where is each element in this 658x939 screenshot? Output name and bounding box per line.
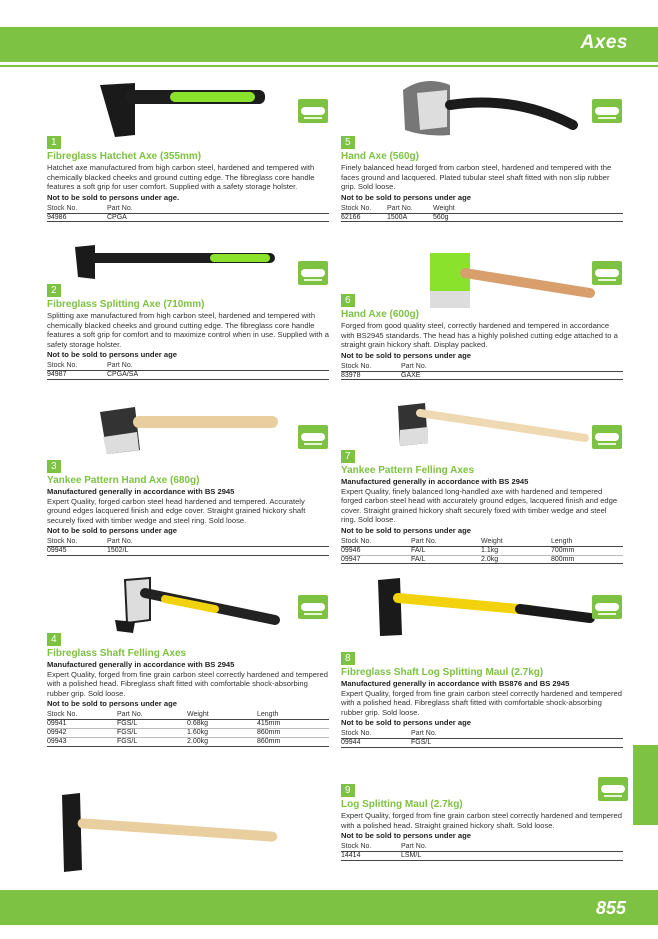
product-section-2: [47, 280, 329, 380]
age-warning: Not to be sold to persons under age: [341, 525, 471, 535]
table-row: 09947 FA/L 2.0kg 800mm: [341, 555, 623, 564]
col-header: Stock No.: [341, 538, 411, 546]
section-subheading: Manufactured generally in accordance with BS 2945: [47, 487, 235, 496]
col-header: Part No.: [401, 843, 623, 851]
section-number: 7: [341, 450, 355, 463]
section-number: 1: [47, 136, 61, 149]
draper-logo: [298, 425, 328, 449]
table-row: 14414 LSM/L: [341, 851, 623, 860]
product-table: [47, 711, 329, 746]
product-section-5: [341, 132, 623, 222]
col-header: Part No.: [117, 711, 187, 719]
product-section-1: [47, 132, 329, 222]
page-number: 855: [595, 898, 626, 918]
table-row: 09943 FGS/L 2.00kg 860mm: [47, 737, 329, 746]
table-row: 09944 FGS/L: [341, 739, 623, 748]
product-section-7: [341, 446, 623, 564]
page-footer-band: [0, 890, 658, 925]
col-header: Part No.: [107, 205, 329, 213]
product-table: [341, 363, 623, 381]
section-title: Fibreglass Shaft Log Splitting Maul (2.7kg): [341, 667, 544, 678]
age-warning: Not to be sold to persons under age: [341, 831, 471, 841]
section-number: 5: [341, 136, 355, 149]
table-row: 09946 FA/L 1.1kg 700mm: [341, 546, 623, 555]
product-table: [341, 843, 623, 861]
section-description: Finely balanced head forged from carbon steel, hardened and tempered with the faces ground and lacquered. Plated tubular steel shaft fitted with non slip rubber grip. Sold loose.: [341, 163, 612, 192]
section-description: Expert Quality, finely balanced long-handled axe with hardened and tempered forged carbon steel head with accurately ground edges, lacquered finish and edge cover. Straight grained hickory shaft securely fixed with timber wedge and steel ring. Sold loose.: [341, 486, 618, 525]
section-number: 4: [47, 633, 61, 646]
section-description: Expert Quality, forged from fine grain carbon steel correctly hardened and tempered with a polished head. Fibreglass shaft fitted with comfortable shock-absorbing rubber grip. Sold loose.: [341, 688, 622, 717]
product-section-9: [341, 780, 623, 861]
product-table: [47, 538, 329, 556]
col-header: Part No.: [411, 730, 623, 738]
section-subheading: Manufactured generally in accordance with BS 2945: [47, 660, 235, 669]
splitting-axe-image: [70, 243, 280, 283]
section-number: 9: [341, 784, 355, 797]
col-header: Part No.: [387, 205, 433, 213]
section-title: Fibreglass Splitting Axe (710mm): [47, 299, 205, 310]
product-table: [47, 362, 329, 380]
draper-logo: [592, 99, 622, 123]
col-header: Part No.: [107, 538, 329, 546]
product-section-6: [341, 290, 623, 380]
section-title: Fibreglass Shaft Felling Axes: [47, 648, 187, 659]
table-row: 09942 FGS/L 1.60kg 860mm: [47, 728, 329, 737]
col-header: Stock No.: [341, 205, 387, 213]
product-table: [341, 538, 623, 564]
product-section-8: [341, 648, 623, 748]
maul-image: [50, 790, 280, 880]
section-description: Forged from good quality steel, correctly hardened and tempered in accordance with BS2945 standards. The head has a highly polished cutting edge attached to a straight grain hickory shaft. Display packed.: [341, 321, 618, 350]
col-header: Part No.: [107, 362, 329, 370]
age-warning: Not to be sold to persons under age: [341, 350, 471, 360]
yankee-felling-axes-image: [390, 398, 590, 453]
section-title: Hand Axe (560g): [341, 151, 419, 162]
section-title: Yankee Pattern Felling Axes: [341, 465, 475, 476]
product-table: [47, 205, 329, 223]
page-header-band: [0, 27, 658, 62]
col-header: Stock No.: [341, 730, 411, 738]
draper-logo: [298, 595, 328, 619]
product-section-4: [47, 629, 329, 747]
col-header: Length: [257, 711, 329, 719]
table-row: 09945 1502/L: [47, 547, 329, 556]
product-table: [341, 730, 623, 748]
col-header: Stock No.: [47, 205, 107, 213]
table-row: 83978 GAXE: [341, 371, 623, 380]
section-description: Expert Quality, forged from fine grain carbon steel correctly hardened and tempered with a polished head. Fibreglass shaft fitted with comfortable shock-absorbing rubber grip. Sold loose.: [47, 669, 328, 698]
col-header: Stock No.: [47, 538, 107, 546]
table-row: 94987 CPGA/SA: [47, 371, 329, 380]
draper-logo: [592, 595, 622, 619]
section-title: Hand Axe (600g): [341, 309, 419, 320]
age-warning: Not to be sold to persons under age: [341, 192, 471, 202]
table-row: 09941 FGS/L 0.68kg 415mm: [47, 720, 329, 729]
hand-axe-holster-image: [395, 75, 580, 140]
col-header: Weight: [433, 205, 623, 213]
page-category-title: Axes: [580, 32, 628, 53]
section-description: Hatchet axe manufactured from high carbon steel, hardened and tempered with chemically blacked cheeks and ground cutting edge. The fibreglass core handle features a soft grip for user comfort. Supplied with a safety storage holster.: [47, 163, 315, 192]
thumb-index-tab: [633, 745, 658, 825]
section-title: Fibreglass Hatchet Axe (355mm): [47, 151, 202, 162]
col-header: Stock No.: [47, 362, 107, 370]
col-header: Part No.: [401, 363, 623, 371]
draper-logo: [592, 261, 622, 285]
age-warning: Not to be sold to persons under age.: [47, 192, 180, 202]
age-warning: Not to be sold to persons under age: [47, 350, 177, 360]
table-row: 94986 CPGA: [47, 213, 329, 222]
fibreglass-maul-image: [370, 570, 595, 645]
draper-logo: [298, 99, 328, 123]
yankee-hand-axe-image: [95, 402, 285, 457]
col-header: Stock No.: [341, 843, 401, 851]
section-subheading: Manufactured generally in accordance with BS 2945: [341, 477, 529, 486]
product-section-3: [47, 456, 329, 556]
age-warning: Not to be sold to persons under age: [47, 699, 177, 709]
section-number: 2: [47, 284, 61, 297]
col-header: Part No.: [411, 538, 481, 546]
section-description: Expert Quality, forged carbon steel head hardened and tempered. Accurately ground edges lacquered finish and edge cover. Straight grained hickory shaft securely fixed with timber wedge and steel ring. Sold loose.: [47, 496, 306, 525]
col-header: Stock No.: [47, 711, 117, 719]
product-table: [341, 205, 623, 223]
section-number: 3: [47, 460, 61, 473]
col-header: Length: [551, 538, 623, 546]
col-header: Weight: [187, 711, 257, 719]
section-number: 8: [341, 652, 355, 665]
age-warning: Not to be sold to persons under age: [341, 718, 471, 728]
age-warning: Not to be sold to persons under age: [47, 526, 177, 536]
section-title: Yankee Pattern Hand Axe (680g): [47, 475, 200, 486]
table-row: 62166 1500A 560g: [341, 213, 623, 222]
header-rule: [0, 65, 658, 67]
col-header: Stock No.: [341, 363, 401, 371]
section-description: Splitting axe manufactured from high carbon steel, hardened and tempered with chemically blacked cheeks and ground cutting edge. The fibreglass core handle features a soft grip for comfort and to maximize control when in use. Supplied with a safety storage holster.: [47, 311, 329, 349]
section-subheading: Manufactured generally in accordance with BS876 and BS 2945: [341, 679, 570, 688]
section-title: Log Splitting Maul (2.7kg): [341, 799, 463, 810]
col-header: Weight: [481, 538, 551, 546]
section-description: Expert Quality, forged from fine grain carbon steel correctly hardened and tempered with a polished head. Straight grained hickory shaft. Sold loose.: [341, 811, 622, 830]
section-number: 6: [341, 294, 355, 307]
